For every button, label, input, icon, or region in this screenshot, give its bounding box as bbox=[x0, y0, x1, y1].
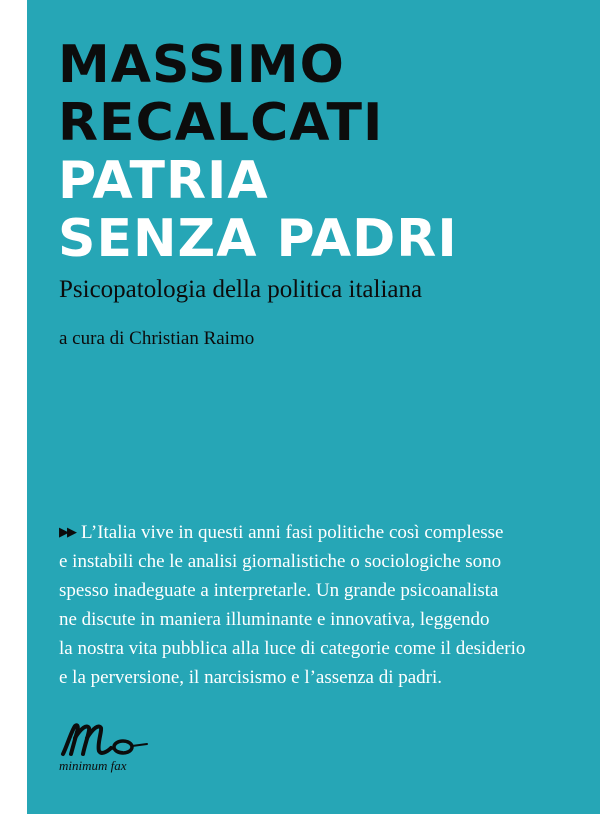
book-subtitle: Psicopatologia della politica italiana bbox=[59, 276, 423, 303]
author-first-name: MASSIMO bbox=[58, 35, 345, 95]
book-title bbox=[58, 152, 458, 268]
author-last-name: RECALCATI bbox=[58, 93, 384, 153]
publisher-logo-icon bbox=[59, 718, 159, 758]
blurb-line-6: e la perversione, il narcisismo e l’assenza di padri. bbox=[59, 667, 443, 688]
publisher-name: minimum fax bbox=[59, 758, 127, 773]
double-arrow-right-icon: ▶▶ bbox=[59, 524, 75, 539]
blurb-line-3: spesso inadeguate a interpretarle. Un grande psicoanalista bbox=[59, 580, 499, 601]
editor-credit: a cura di Christian Raimo bbox=[59, 328, 255, 349]
blurb-line-1: ▶▶ L’Italia vive in questi anni fasi politiche così complesse bbox=[59, 517, 579, 547]
blurb-line-5: la nostra vita pubblica alla luce di categorie come il desiderio bbox=[59, 638, 526, 659]
blurb-line-2: e instabili che le analisi giornalistiche o sociologiche sono bbox=[59, 551, 502, 572]
blurb-line-4: ne discute in maniera illuminante e innovativa, leggendo bbox=[59, 609, 490, 630]
book-title-line-1: PATRIA bbox=[58, 151, 269, 211]
book-title-line-2: SENZA PADRI bbox=[58, 209, 458, 269]
blurb bbox=[59, 517, 579, 692]
author-name bbox=[58, 36, 383, 152]
